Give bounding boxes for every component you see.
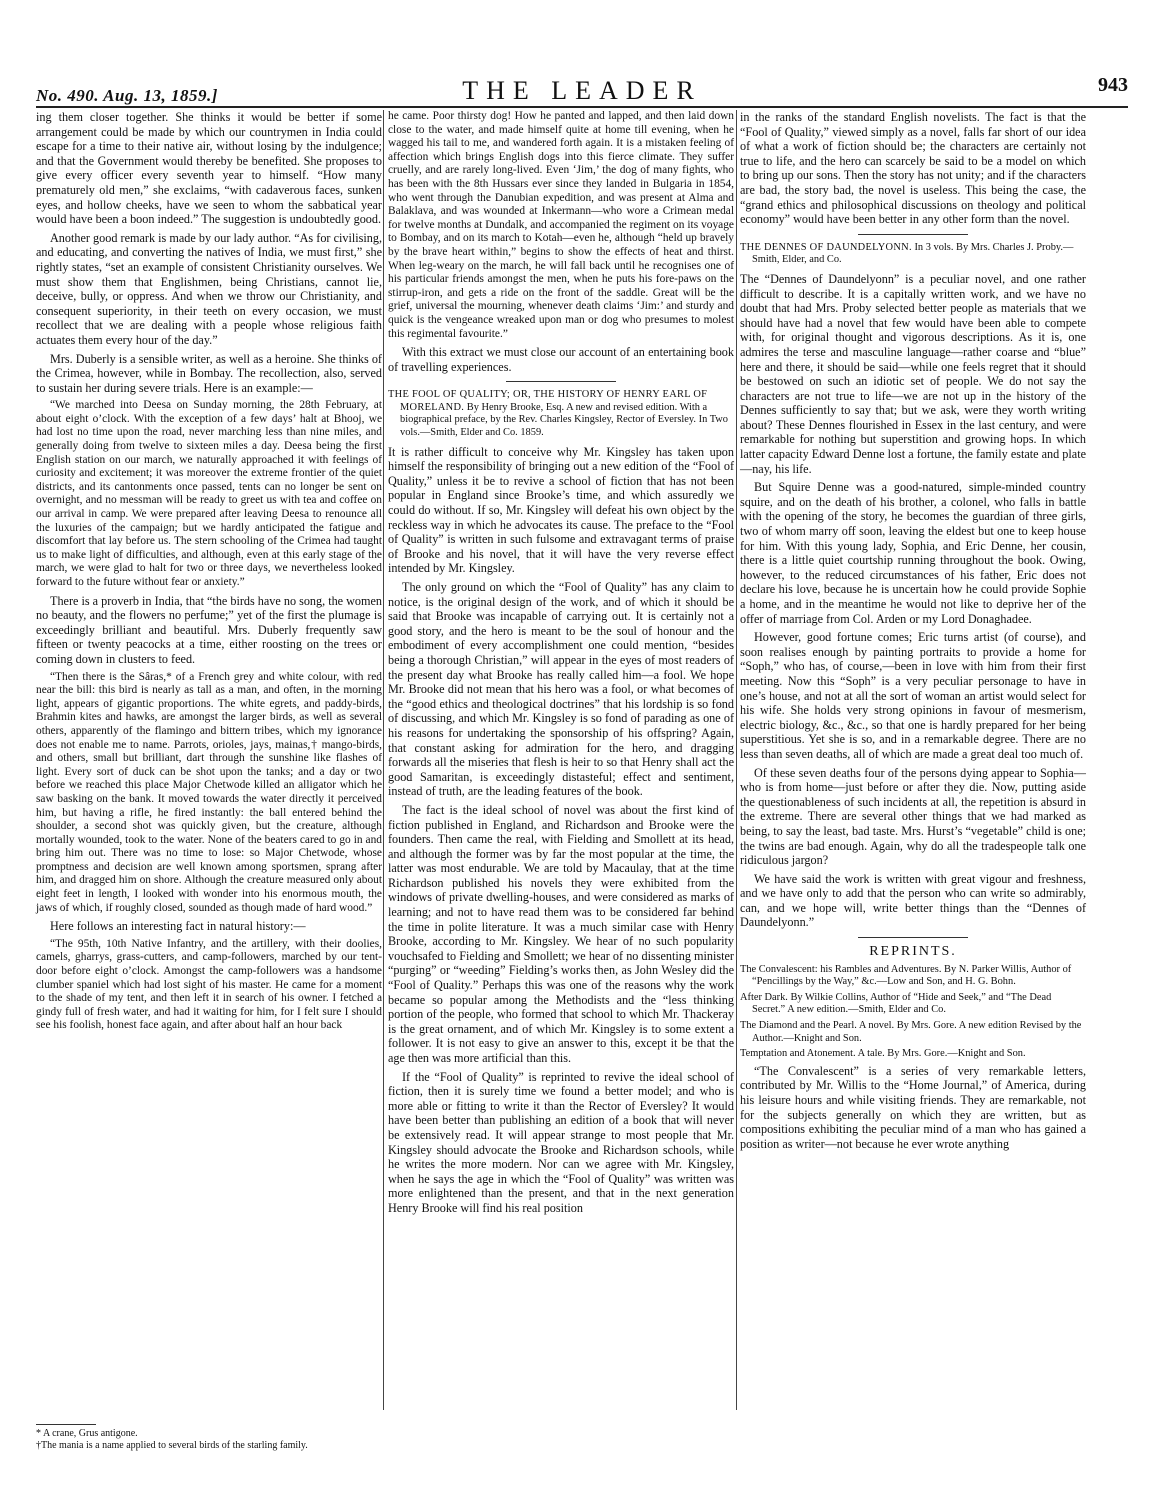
book-details: By Henry Brooke, Esq. A new and revised edition. With a biographical preface, by the Rev. Charles Kingsley, Rector of Eversley. In Two vols.—Smith, Elder and Co. 1859. xyxy=(400,401,729,439)
paragraph: in the ranks of the standard English novelists. The fact is that the “Fool of Quality,” viewed simply as a novel, falls far short of our idea of what a work of fiction should be; the characters are certainly not true to life, and the hero can scarcely be said to be a model on which to bring up our sons. Then the story has not unity; and if the characters are bad, the story bad, the novel is useless. This being the case, the “grand ethics and philosophical discussions on theology and political economy” would have been better in any other form than the novel. xyxy=(740,110,1086,227)
paragraph: “The Convalescent” is a series of very remarkable letters, contributed by Mr. Willis to the “Home Journal,” of America, during his leisure hours and while visiting friends. They are remarkable, not for the subjects generally on which they are written, but as compositions exhibiting the peculiar mind of a man who has gained a position as writer—not because he ever wrote anything xyxy=(740,1063,1086,1151)
quotation: “The 95th, 10th Native Infantry, and the artillery, with their doolies, camels, gharrys, grass-cutters, and camp-followers, marched by our tent-door before eight o’clock. Amongst the camp-followers was a handsome clumber spaniel which had lost sight of his master. He came for a moment to the shade of my tent, and then left it in search of his owner. I fetched a gindy full of fresh water, and had it waiting for him, for I felt sure I should see his foolish, honest face again, and after about half an hour back xyxy=(36,937,382,1032)
book-title: THE DENNES OF DAUNDELYONN. xyxy=(740,241,912,253)
section-rule xyxy=(858,234,968,235)
paragraph: If the “Fool of Quality” is reprinted to revive the ideal school of fiction, then it is surely time we found a better model; and who is more able or fitting to write it than the Rector of Eversley? It would have been better than publishing an edition of a book that will never be extensively read. It will appear strange to most people that Mr. Kingsley should advocate the Brooke and Richardson schools, while he writes the more modern. Nor can we agree with Mr. Kingsley, when he says the age in which the “Fool of Quality” was written was more enlightened than the present, and that in the next generation Henry Brooke will find his real position xyxy=(388,1069,734,1215)
column-2 xyxy=(388,110,734,1220)
paragraph: With this extract we must close our account of an entertaining book of travelling experiences. xyxy=(388,345,734,374)
reprint-entry: After Dark. By Wilkie Collins, Author of “Hide and Seek,” and “The Dead Secret.” A new edition.—Smith, Elder and Co. xyxy=(740,991,1052,1016)
quotation: “Then there is the Sâras,* of a French grey and white colour, with red near the bill: this bird is nearly as tall as a man, and often, in the morning light, appears of gigantic proportions. The white egrets, and paddy-birds, Brahmin kites and hawks, are amongst the larger birds, as well as several others, apparently of the flamingo and bittern tribes, which my ignorance does not enable me to name. Parrots, orioles, jays, mainas,† mango-birds, and others, small but brilliant, dart through the sunshine like flashes of light. Every sort of duck can be shot upon the tanks; and a day or two before we reached this place Major Chetwode killed an alligator which he saw basking on the bank. It moved towards the water directly it perceived him, but having a rifle, he fired instantly: the ball entered behind the shoulder, a second shot was quickly given, but the creature, although mortally wounded, took to the water. None of the beaters cared to go in and bring him out. There was no time to lose: so Major Chetwode, whose promptness and decision are well known among sportsmen, sprang after him, and dragged him on shore. Although the creature measured only about eight feet in length, I looked with wonder into his enormous mouth, the jaws of which, if roughly closed, sounded as though made of hard wood.” xyxy=(36,670,382,914)
quotation: he came. Poor thirsty dog! How he panted and lapped, and then laid down close to the water, and made himself quite at home till evening, when he wagged his tail to me, and wandered forth again. It is a mistaken feeling of affection which brings English dogs into this fierce climate. They suffer cruelly, and are rarely long-lived. Even ‘Jim,’ the dog of many fights, who has been with the 8th Hussars ever since they landed in Bulgaria in 1854, who went through the Danubian expedition, and was present at Alma and Balaklava, and was wounded at Inkermann—who wore a Crimean medal for twelve months at Dundalk, and accompanied the regiment on its voyage to Bombay, and on its march to Kotah—even he, although “held up bravely by the brave heart within,” begins to show the effects of heat and thirst. When leg-weary on the march, he will fall back until he recognises one of his particular friends amongst the men, when he puts his fore-paws on the stirrup-iron, and gets a ride on the front of the saddle. Great will be the grief, universal the mourning, whenever death claims ‘Jim:’ and sturdy and quick is the vengeance wreaked upon man or dog who presumes to molest this regimental favourite.” xyxy=(388,110,734,340)
section-rule xyxy=(506,381,616,382)
column-divider xyxy=(736,110,737,1410)
page-number: 943 xyxy=(1098,74,1128,96)
paragraph: Of these seven deaths four of the persons dying appear to Sophia—who is from home—just before or after they die. Now, putting aside the questionableness of such incidents at all, the repetition is absurd in the extreme. There are several other things that we had marked as being, to say the least, bad taste. Mrs. Hurst’s “vegetable” child is one; the twins are bad enough. Again, why do all the tradespeople talk one ridiculous jargon? xyxy=(740,765,1086,868)
paragraph: However, good fortune comes; Eric turns artist (of course), and soon realises enough by painting portraits to provide a home for “Soph,” who has, of course,—been in love with him from their first meeting. Now this “Soph” is a very peculiar personage to have in one’s house, and not at all the sort of woman an artist would select for his wife. She holds very strong opinions in favour of mesmerism, electric biology, &c., &c., so that one is hardly prepared for her being superstitious. Yet she is so, and in a remarkable degree. There are no less than seven deaths, all of which are made a great deal too much of. xyxy=(740,630,1086,761)
paragraph: The “Dennes of Daundelyonn” is a peculiar novel, and one rather difficult to describe. It is a capitally written work, and we have no doubt that had Mrs. Proby selected better people as materials that we should have had a novel that few would have been able to compete with, for original thought and vigorous descriptions. As it is, one admires the terse and masculine language—rather coarse and “blue” here and there, it should be said—while one feels regret that it should be bestowed on such an idiotic set of people. We do not say the characters are not true to life—we are not up in the history of the Dennes sufficiently to say that; but we ask, were they worth writing about? These Dennes flourished in Essex in the last century, and were remarkable for nothing but superstition and growing hops. In which latter capacity Edward Denne lost a fortune, the family estate and plate—nay, his life. xyxy=(740,271,1086,476)
book-title: THE FOOL OF QUALITY; OR, THE HISTORY OF HENRY EARL OF MORELAND. xyxy=(388,389,708,413)
paragraph: It is rather difficult to conceive why Mr. Kingsley has taken upon himself the responsibility of bringing out a new edition of the “Fool of Quality,” unless it be to revive a school of fiction that has not been popular in England since Brooke’s time, and which assuredly we could do without. If so, Mr. Kingsley will defeat his own object by the reckless way in which he advocates its cause. The preface to the “Fool of Quality” is written in such fulsome and extravagant terms of praise of Brooke and his novel, that it will have the very reverse effect intended by Mr. Kingsley. xyxy=(388,444,734,576)
reprint-entry: The Diamond and the Pearl. A novel. By Mrs. Gore. A new edition Revised by the Author.—Knight and Son. xyxy=(740,1020,1082,1044)
section-rule xyxy=(858,937,968,938)
column-divider xyxy=(383,110,384,1410)
paragraph: The fact is the ideal school of novel was about the first kind of fiction published in England, and Richardson and Brooke were the founders. Then came the real, with Fielding and Smollett at its head, and although the former was by far the most popular at the time, the latter was most endurable. We are told by Macaulay, that at the time Richardson published his novels they were exhibited from the windows of private dwelling-houses, and were considered as marks of learning; and not to have read them was to be considered far behind the time in polite literature. It was a much similar case with Henry Brooke, according to Mr. Kingsley. We hear of no such popularity vouchsafed to Fielding and Smollett; we hear of no dissenting minister “purging” or “weeding” Fielding’s works then, as John Wesley did the “Fool of Quality.” Perhaps this was one of the reasons why the work became so popular among the Methodists and the “less thinking portion of the people, who formed that school to which Mr. Thackeray is the great ornament, and of which Mr. Kingsley is to some extent a follower. It is not easy to give an answer to this, except it be that the age then was more artificial than this. xyxy=(388,802,734,1065)
paragraph: Here follows an interesting fact in natural history:— xyxy=(50,919,306,934)
paragraph: But Squire Denne was a good-natured, simple-minded country squire, and on the death of his brother, a colonel, who falls in battle with the opening of the story, he becomes the guardian of three girls, two of whom marry off soon, leaving the eldest but one to keep house for him. With this young lady, Sophia, and Eric Denne, her cousin, there is a little quiet courtship running throughout the book. Owing, however, to the reduced circumstances of his father, Eric does not declare his love, because he is uncertain how he could provide Sophie a home, and in the meantime he would not like to deprive her of the offer of marriage from Col. Arden or my Lord Donaghadee. xyxy=(740,480,1086,626)
review-heading xyxy=(388,389,734,439)
section-title: REPRINTS. xyxy=(869,944,957,960)
footnote: †The mania is a name applied to several birds of the starling family. xyxy=(36,1440,308,1451)
column-1 xyxy=(36,110,382,1037)
paragraph: There is a proverb in India, that “the birds have no song, the women no beauty, and the flowers no perfume;” yet of the first the plumage is exceedingly brilliant and beautiful. Mrs. Duberly frequently saw fifteen or twenty peacocks at a time, either roosting on the trees or coming down in clusters to feed. xyxy=(36,593,383,666)
newspaper-title: THE LEADER xyxy=(462,76,702,105)
book-details: In 3 vols. By Mrs. Charles J. Proby.—Smith, Elder, and Co. xyxy=(752,241,1074,266)
footnotes xyxy=(36,1424,382,1452)
issue-line: No. 490. Aug. 13, 1859.] xyxy=(36,86,218,105)
footnote: * A crane, Grus antigone. xyxy=(36,1428,138,1439)
column-3 xyxy=(740,110,1086,1155)
reprint-entry: Temptation and Atonement. A tale. By Mrs. Gore.—Knight and Son. xyxy=(740,1048,1026,1060)
paragraph: ing them closer together. She thinks it would be better if some arrangement could be made by which our countrymen in India could escape for a time to their native air, without losing by the indulgence; and that the Government would thereby be benefited. She proposes to give every officer every seventh year to himself. “How many prematurely old men,” she exclaims, “with cadaverous faces, sunken eyes, and hollow cheeks, have we seen to whom the sabbatical year would have been a boon indeed.” The suggestion is undoubtedly good. xyxy=(36,110,382,227)
review-heading xyxy=(740,242,1086,267)
page-header xyxy=(36,68,1128,104)
quotation: “We marched into Deesa on Sunday morning, the 28th February, at about eight o’clock. With the exception of a few days’ halt at Bhooj, we had lost no time upon the road, never marching less than nine miles, and generally doing from twelve to sixteen miles a day. Deesa being the first English station on our march, we naturally approached it with feelings of curiosity and excitement; it was moreover the extreme frontier of the quiet districts, and its cantonments once passed, tents can no longer be sent on overnight, and no messman will be ready to greet us with tea and coffee on our arrival in camp. We were prepared after leaving Deesa to renounce all the luxuries of the campaign; but we hardly anticipated the fatigue and discomfort that lay before us. The stern schooling of the Crimea had taught us to make light of difficulties, and although, even at this early stage of the march, we were glad to halt for two or three days, we nevertheless looked forward to the future without fear or anxiety.” xyxy=(36,399,382,588)
paragraph: We have said the work is written with great vigour and freshness, and we have only to add that the person who can write so admirably, can, and we hope will, write better things than the “Dennes of Daundelyonn.” xyxy=(740,871,1086,930)
footnote-rule xyxy=(36,1424,96,1425)
paragraph: The only ground on which the “Fool of Quality” has any claim to notice, is the original design of the work, and of which it should be said that Brooke was incapable of carrying out. It is certainly not a good story, and the hero is meant to be the soul of honour and the embodiment of every accomplishment one could mention, “besides being a thorough Christian,” will appear in the eyes of most readers of the present day what Brooke has really called him—a fool. We hope Mr. Brooke did not mean that his hero was a fool, or what becomes of the “good ethics and theological doctrines” that his lordship is so fond of discussing, and which Mr. Kingsley is so fond of parading as one of his reasons for undertaking the sponsorship of his offspring? Again, that constant asking for admiration for the hero, and dragging forwards all the miseries that flesh is heir to so that Henry shall act the good Samaritan, is exceedingly distasteful; effect and sentiment, instead of truth, are the leading features of the book. xyxy=(388,580,734,799)
paragraph: Mrs. Duberly is a sensible writer, as well as a heroine. She thinks of the Crimea, however, while in Bombay. The recollection, also, served to sustain her during severe trials. Here is an example:— xyxy=(36,351,382,395)
paragraph: Another good remark is made by our lady author. “As for civilising, and educating, and converting the natives of India, we must first,” she rightly states, “set an example of consistent Christianity ourselves. We must show them that Englishmen, being Christians, cannot lie, deceive, bully, or oppress. And when we throw our Christianity, and consequent superiority, in their teeth on every occasion, we must recollect that we are dealing with a people whose religious faith actuates them every hour of the day.” xyxy=(36,230,382,347)
header-rule xyxy=(36,106,1128,108)
reprint-entry: The Convalescent: his Rambles and Adventures. By N. Parker Willis, Author of “Pencillings by the Way,” &c.—Low and Son, and H. G. Bohn. xyxy=(740,963,1072,988)
